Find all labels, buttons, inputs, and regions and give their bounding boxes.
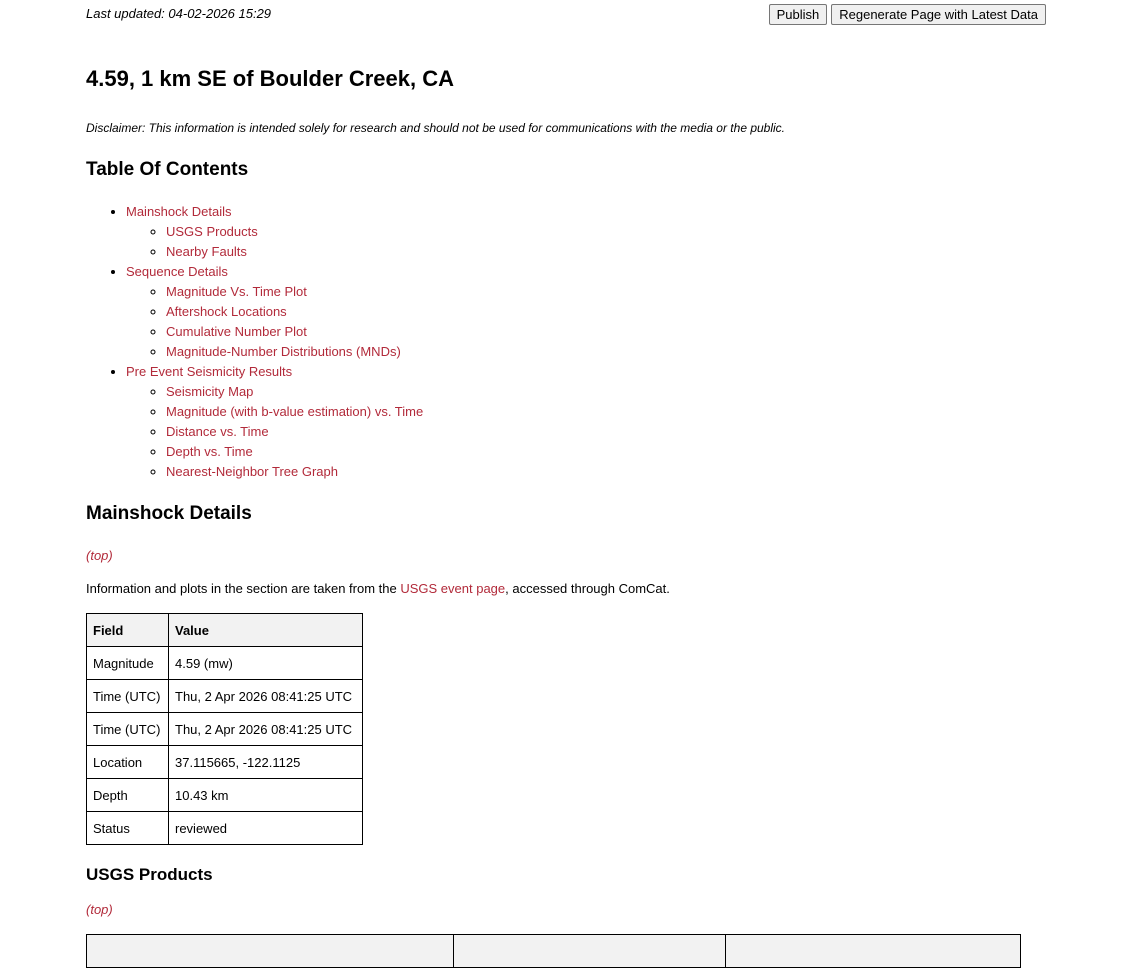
field-column-header: Field <box>87 614 169 647</box>
toc-link-distance-vs-time[interactable]: Distance vs. Time <box>166 424 269 439</box>
toc-link-magnitude-vs-time-plot[interactable]: Magnitude Vs. Time Plot <box>166 284 307 299</box>
toc-link-pre-event-seismicity-results[interactable]: Pre Event Seismicity Results <box>126 364 293 379</box>
toc-item-sequence-details <box>126 262 423 362</box>
regenerate-page-button[interactable]: Regenerate Page with Latest Data <box>831 4 1046 25</box>
toc-item-cumulative-number-plot <box>166 322 423 342</box>
table-row <box>87 746 363 779</box>
toc-link-usgs-products[interactable]: USGS Products <box>166 224 258 239</box>
toc-item-aftershock-locations <box>166 302 423 322</box>
toc-item-nearby-faults <box>166 242 423 262</box>
value-cell: 37.115665, -122.1125 <box>169 746 363 779</box>
toc-sublist <box>126 282 423 362</box>
toc-item-magnitude-number-distributions-mnds <box>166 342 423 362</box>
toc-sublist <box>126 382 423 482</box>
table-row <box>87 680 363 713</box>
field-cell: Time (UTC) <box>87 713 169 746</box>
table-row <box>87 779 363 812</box>
publish-button[interactable]: Publish <box>769 4 828 25</box>
field-cell: Status <box>87 812 169 845</box>
field-cell: Time (UTC) <box>87 680 169 713</box>
usgs-products-heading: USGS Products <box>86 865 213 884</box>
table-of-contents <box>86 202 423 482</box>
toc-sublist <box>126 222 423 262</box>
usgs-event-page-link[interactable]: USGS event page <box>400 581 506 596</box>
toc-link-magnitude-number-distributions-mnds[interactable]: Magnitude-Number Distributions (MNDs) <box>166 344 401 359</box>
toc-link-sequence-details[interactable]: Sequence Details <box>126 264 228 279</box>
products-header-cell <box>87 935 454 968</box>
mainshock-details-heading: Mainshock Details <box>86 503 252 524</box>
page-title: 4.59, 1 km SE of Boulder Creek, CA <box>86 66 455 91</box>
mainshock-details-table <box>86 613 363 845</box>
value-cell: Thu, 2 Apr 2026 08:41:25 UTC <box>169 713 363 746</box>
value-column-header: Value <box>169 614 363 647</box>
field-cell: Depth <box>87 779 169 812</box>
disclaimer-text: Disclaimer: This information is intended solely for research and should not be used for communications with the media or the public. <box>86 121 786 135</box>
toc-link-depth-vs-time[interactable]: Depth vs. Time <box>166 444 253 459</box>
table-header-row <box>87 935 1021 968</box>
toc-link-magnitude-with-b-value-estimation-vs-time[interactable]: Magnitude (with b-value estimation) vs. Time <box>166 404 424 419</box>
toc-item-usgs-products <box>166 222 423 242</box>
toc-item-magnitude-vs-time-plot <box>166 282 423 302</box>
mainshock-top-link[interactable]: (top) <box>86 548 113 563</box>
table-row <box>87 647 363 680</box>
toc-link-nearby-faults[interactable]: Nearby Faults <box>166 244 247 259</box>
toc-link-seismicity-map[interactable]: Seismicity Map <box>166 384 254 399</box>
value-cell: reviewed <box>169 812 363 845</box>
toc-link-aftershock-locations[interactable]: Aftershock Locations <box>166 304 287 319</box>
toc-item-mainshock-details <box>126 202 423 262</box>
table-header-row <box>87 614 363 647</box>
table-row <box>87 713 363 746</box>
mainshock-intro-text <box>86 581 670 596</box>
toc-item-depth-vs-time <box>166 442 423 462</box>
value-cell: 4.59 (mw) <box>169 647 363 680</box>
table-row <box>87 812 363 845</box>
last-updated-text: Last updated: 04-02-2026 15:29 <box>86 6 272 21</box>
toc-item-pre-event-seismicity-results <box>126 362 423 482</box>
toc-item-nearest-neighbor-tree-graph <box>166 462 423 482</box>
products-header-cell <box>726 935 1021 968</box>
value-cell: Thu, 2 Apr 2026 08:41:25 UTC <box>169 680 363 713</box>
toc-title: Table Of Contents <box>86 159 249 180</box>
intro-text-before: Information and plots in the section are taken from the <box>86 581 401 596</box>
usgs-products-top-link[interactable]: (top) <box>86 902 113 917</box>
header-buttons <box>769 4 1046 25</box>
toc-link-mainshock-details[interactable]: Mainshock Details <box>126 204 232 219</box>
toc-item-seismicity-map <box>166 382 423 402</box>
intro-text-after: , accessed through ComCat. <box>505 581 670 596</box>
field-cell: Magnitude <box>87 647 169 680</box>
value-cell: 10.43 km <box>169 779 363 812</box>
toc-item-magnitude-with-b-value-estimation-vs-time <box>166 402 423 422</box>
products-header-cell <box>454 935 726 968</box>
usgs-products-table <box>86 934 1021 968</box>
field-cell: Location <box>87 746 169 779</box>
toc-item-distance-vs-time <box>166 422 423 442</box>
toc-link-cumulative-number-plot[interactable]: Cumulative Number Plot <box>166 324 307 339</box>
toc-link-nearest-neighbor-tree-graph[interactable]: Nearest-Neighbor Tree Graph <box>166 464 338 479</box>
